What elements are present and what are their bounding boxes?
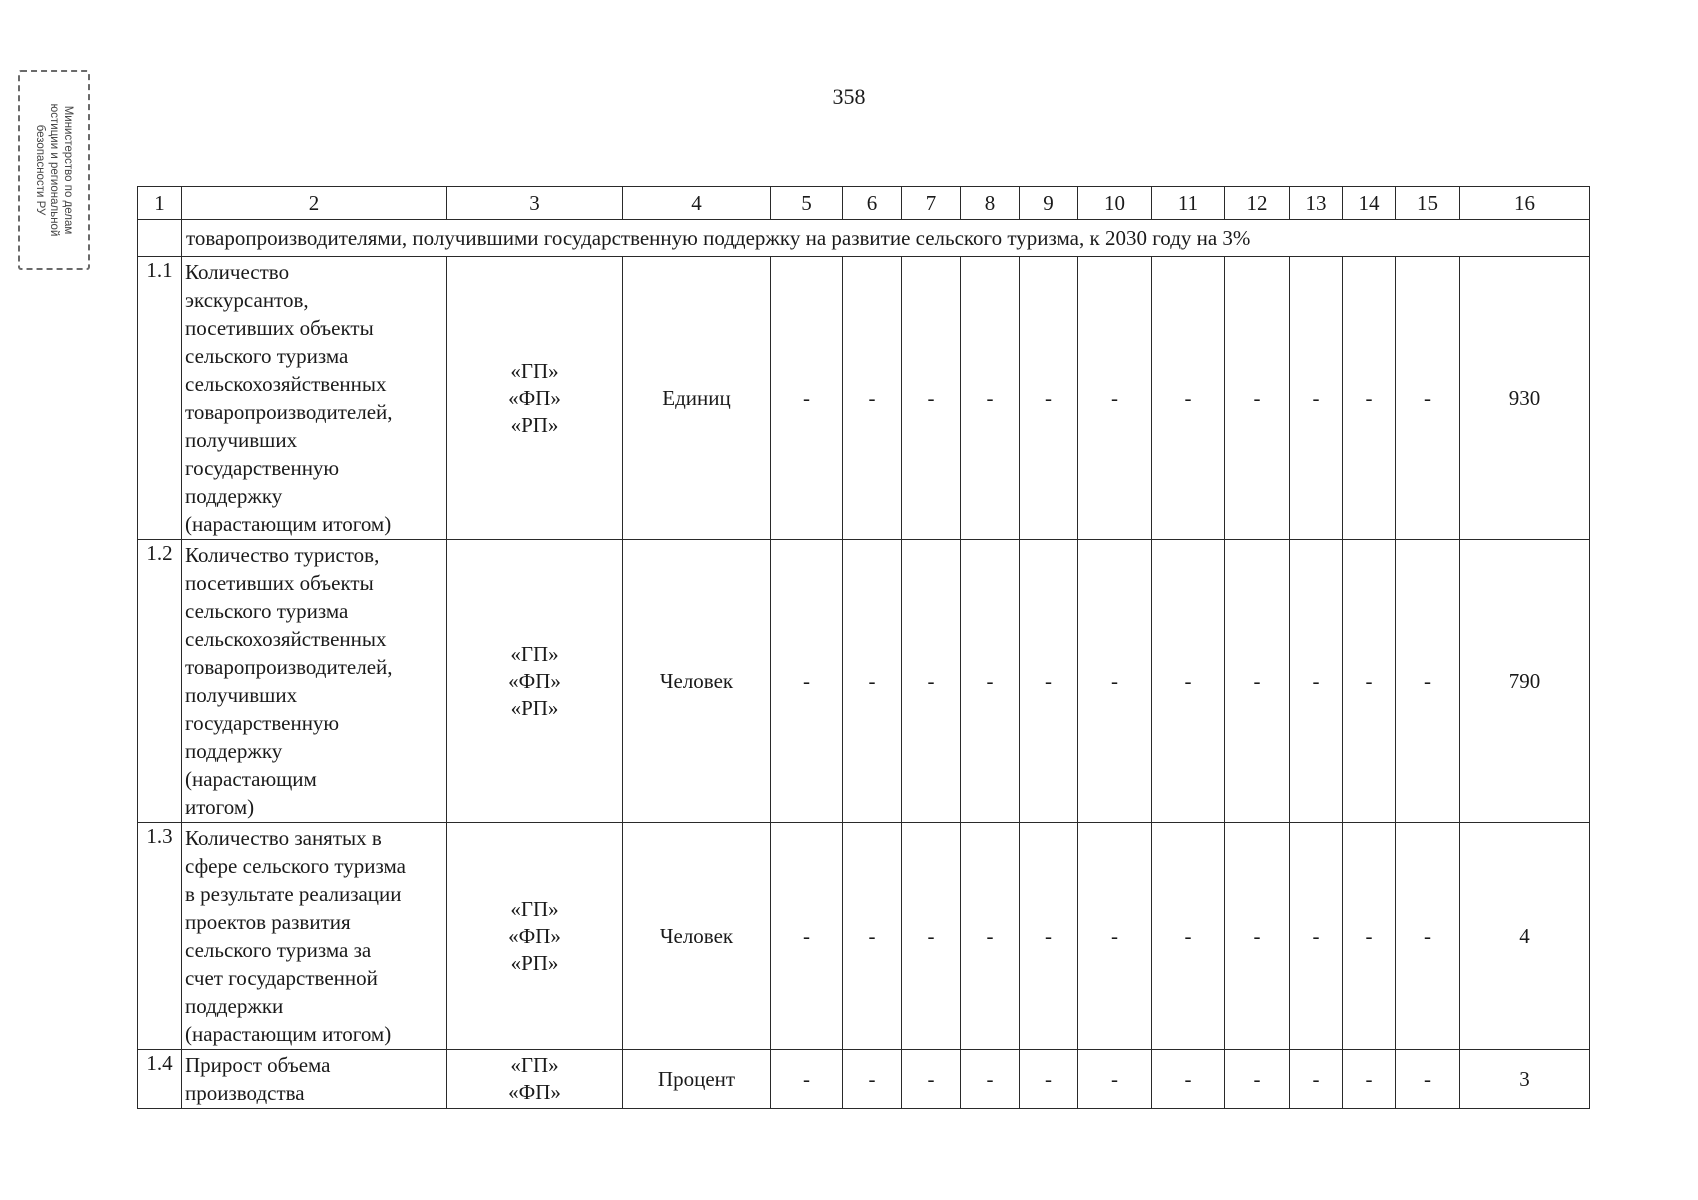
- column-number-3: 3: [447, 187, 623, 220]
- indicator-name-line: в результате реализации: [185, 882, 402, 906]
- year-value-cell: -: [1396, 1050, 1460, 1109]
- indicator-name-line: товаропроизводителей,: [185, 400, 393, 424]
- year-value-cell: -: [961, 823, 1020, 1050]
- indicator-name-line: товаропроизводителей,: [185, 655, 393, 679]
- column-number-15: 15: [1396, 187, 1460, 220]
- indicator-sources: [447, 1050, 623, 1109]
- indicator-unit: Единиц: [623, 257, 771, 540]
- indicator-name: [182, 1050, 447, 1109]
- year-value-cell: -: [1225, 823, 1290, 1050]
- indicator-unit: Человек: [623, 823, 771, 1050]
- column-number-4: 4: [623, 187, 771, 220]
- source-label: «РП»: [510, 950, 559, 975]
- indicator-name-line: посетивших объекты: [185, 571, 374, 595]
- year-value-cell: -: [1343, 257, 1396, 540]
- indicator-name-line: (нарастающим: [185, 767, 317, 791]
- indicator-name-line: получивших: [185, 428, 298, 452]
- source-label: «ФП»: [508, 1080, 561, 1104]
- source-label: «ФП»: [508, 385, 561, 410]
- source-label: «ФП»: [508, 923, 561, 948]
- indicator-row: [138, 540, 1590, 823]
- year-value-cell: -: [771, 1050, 843, 1109]
- indicators-table: [137, 186, 1590, 1109]
- indicator-name-line: производства: [185, 1081, 305, 1105]
- stamp-line: юстиции и региональной: [48, 103, 60, 237]
- year-value-cell: -: [843, 540, 902, 823]
- column-number-6: 6: [843, 187, 902, 220]
- continuation-text: товаропроизводителями, получившими государственную поддержку на развитие сельского туризма, к 2030 году на 3%: [186, 225, 1251, 250]
- source-label: «РП»: [510, 695, 559, 720]
- column-number-10: 10: [1078, 187, 1152, 220]
- indicator-name-line: счет государственной: [185, 966, 378, 990]
- indicator-name-line: сельского туризма: [185, 599, 349, 623]
- indicator-name-line: (нарастающим итогом): [185, 512, 392, 536]
- indicator-name-line: поддержку: [185, 484, 283, 508]
- year-value-cell: -: [1152, 540, 1225, 823]
- indicator-name-line: Количество: [185, 260, 290, 284]
- year-value-cell: -: [1078, 1050, 1152, 1109]
- year-value-cell: -: [1225, 1050, 1290, 1109]
- continuation-empty-cell: [138, 220, 182, 257]
- year-value-cell: -: [1078, 823, 1152, 1050]
- column-number-12: 12: [1225, 187, 1290, 220]
- indicator-sources: [447, 540, 623, 823]
- year-value-cell: -: [902, 823, 961, 1050]
- year-value-cell: -: [1020, 1050, 1078, 1109]
- indicator-name-line: сельского туризма: [185, 344, 349, 368]
- indicator-name-line: проектов развития: [185, 910, 351, 934]
- target-value: 3: [1460, 1050, 1590, 1109]
- indicator-name-line: итогом): [185, 795, 255, 819]
- year-value-cell: -: [1020, 823, 1078, 1050]
- indicator-number: 1.3: [138, 823, 182, 1050]
- indicator-name-line: сельскохозяйственных: [185, 627, 387, 651]
- continuation-cell: [182, 220, 1590, 257]
- indicator-name-line: государственную: [185, 711, 340, 735]
- column-number-13: 13: [1290, 187, 1343, 220]
- continuation-row: [138, 220, 1590, 257]
- column-number-9: 9: [1020, 187, 1078, 220]
- year-value-cell: -: [1290, 823, 1343, 1050]
- page-number: 358: [832, 84, 866, 109]
- indicator-name-line: Количество туристов,: [185, 543, 380, 567]
- indicator-number: 1.2: [138, 540, 182, 823]
- source-label: «РП»: [510, 412, 559, 437]
- indicator-name: [182, 257, 447, 540]
- year-value-cell: -: [1020, 540, 1078, 823]
- source-label: «ГП»: [510, 1053, 559, 1077]
- column-number-11: 11: [1152, 187, 1225, 220]
- year-value-cell: -: [1078, 540, 1152, 823]
- indicator-name-line: Количество занятых в: [185, 826, 382, 850]
- indicator-row: [138, 823, 1590, 1050]
- column-number-16: 16: [1460, 187, 1590, 220]
- stamp-line: Министерство по делам: [62, 105, 74, 235]
- indicator-name-line: сельского туризма за: [185, 938, 372, 962]
- year-value-cell: -: [961, 1050, 1020, 1109]
- indicator-name: [182, 540, 447, 823]
- year-value-cell: -: [1290, 1050, 1343, 1109]
- indicator-name-line: Прирост объема: [185, 1053, 331, 1077]
- indicator-name-line: поддержки: [185, 994, 284, 1018]
- target-value: 790: [1460, 540, 1590, 823]
- stamp-line: безопасности РУ: [34, 124, 46, 216]
- year-value-cell: -: [1396, 257, 1460, 540]
- year-value-cell: -: [902, 540, 961, 823]
- year-value-cell: -: [1225, 540, 1290, 823]
- indicator-name-line: государственную: [185, 456, 340, 480]
- column-number-row: [138, 187, 1590, 220]
- year-value-cell: -: [843, 823, 902, 1050]
- column-number-7: 7: [902, 187, 961, 220]
- indicator-row: [138, 257, 1590, 540]
- indicator-name-line: экскурсантов,: [185, 288, 309, 312]
- column-number-8: 8: [961, 187, 1020, 220]
- indicator-sources: [447, 823, 623, 1050]
- year-value-cell: -: [902, 1050, 961, 1109]
- indicator-number: 1.1: [138, 257, 182, 540]
- column-number-2: 2: [182, 187, 447, 220]
- indicator-name-line: сельскохозяйственных: [185, 372, 387, 396]
- column-number-14: 14: [1343, 187, 1396, 220]
- year-value-cell: -: [902, 257, 961, 540]
- column-number-5: 5: [771, 187, 843, 220]
- year-value-cell: -: [961, 540, 1020, 823]
- column-number-1: 1: [138, 187, 182, 220]
- year-value-cell: -: [1290, 257, 1343, 540]
- year-value-cell: -: [771, 540, 843, 823]
- year-value-cell: -: [771, 257, 843, 540]
- indicator-name-line: получивших: [185, 683, 298, 707]
- year-value-cell: -: [1078, 257, 1152, 540]
- year-value-cell: -: [1225, 257, 1290, 540]
- year-value-cell: -: [1290, 540, 1343, 823]
- year-value-cell: -: [1343, 823, 1396, 1050]
- indicator-unit: Процент: [623, 1050, 771, 1109]
- source-label: «ГП»: [510, 358, 559, 383]
- year-value-cell: -: [1396, 823, 1460, 1050]
- target-value: 930: [1460, 257, 1590, 540]
- indicator-name-line: (нарастающим итогом): [185, 1022, 392, 1046]
- indicator-name: [182, 823, 447, 1050]
- indicator-unit: Человек: [623, 540, 771, 823]
- year-value-cell: -: [1152, 823, 1225, 1050]
- source-label: «ФП»: [508, 668, 561, 693]
- target-value: 4: [1460, 823, 1590, 1050]
- year-value-cell: -: [843, 257, 902, 540]
- indicator-name-line: сфере сельского туризма: [185, 854, 406, 878]
- year-value-cell: -: [843, 1050, 902, 1109]
- indicator-row: [138, 1050, 1590, 1109]
- year-value-cell: -: [1343, 540, 1396, 823]
- indicator-name-line: посетивших объекты: [185, 316, 374, 340]
- year-value-cell: -: [1020, 257, 1078, 540]
- indicator-sources: [447, 257, 623, 540]
- year-value-cell: -: [1152, 1050, 1225, 1109]
- source-label: «ГП»: [510, 641, 559, 666]
- indicator-name-line: поддержку: [185, 739, 283, 763]
- year-value-cell: -: [771, 823, 843, 1050]
- year-value-cell: -: [1396, 540, 1460, 823]
- indicator-number: 1.4: [138, 1050, 182, 1109]
- source-label: «ГП»: [510, 896, 559, 921]
- year-value-cell: -: [961, 257, 1020, 540]
- year-value-cell: -: [1152, 257, 1225, 540]
- year-value-cell: -: [1343, 1050, 1396, 1109]
